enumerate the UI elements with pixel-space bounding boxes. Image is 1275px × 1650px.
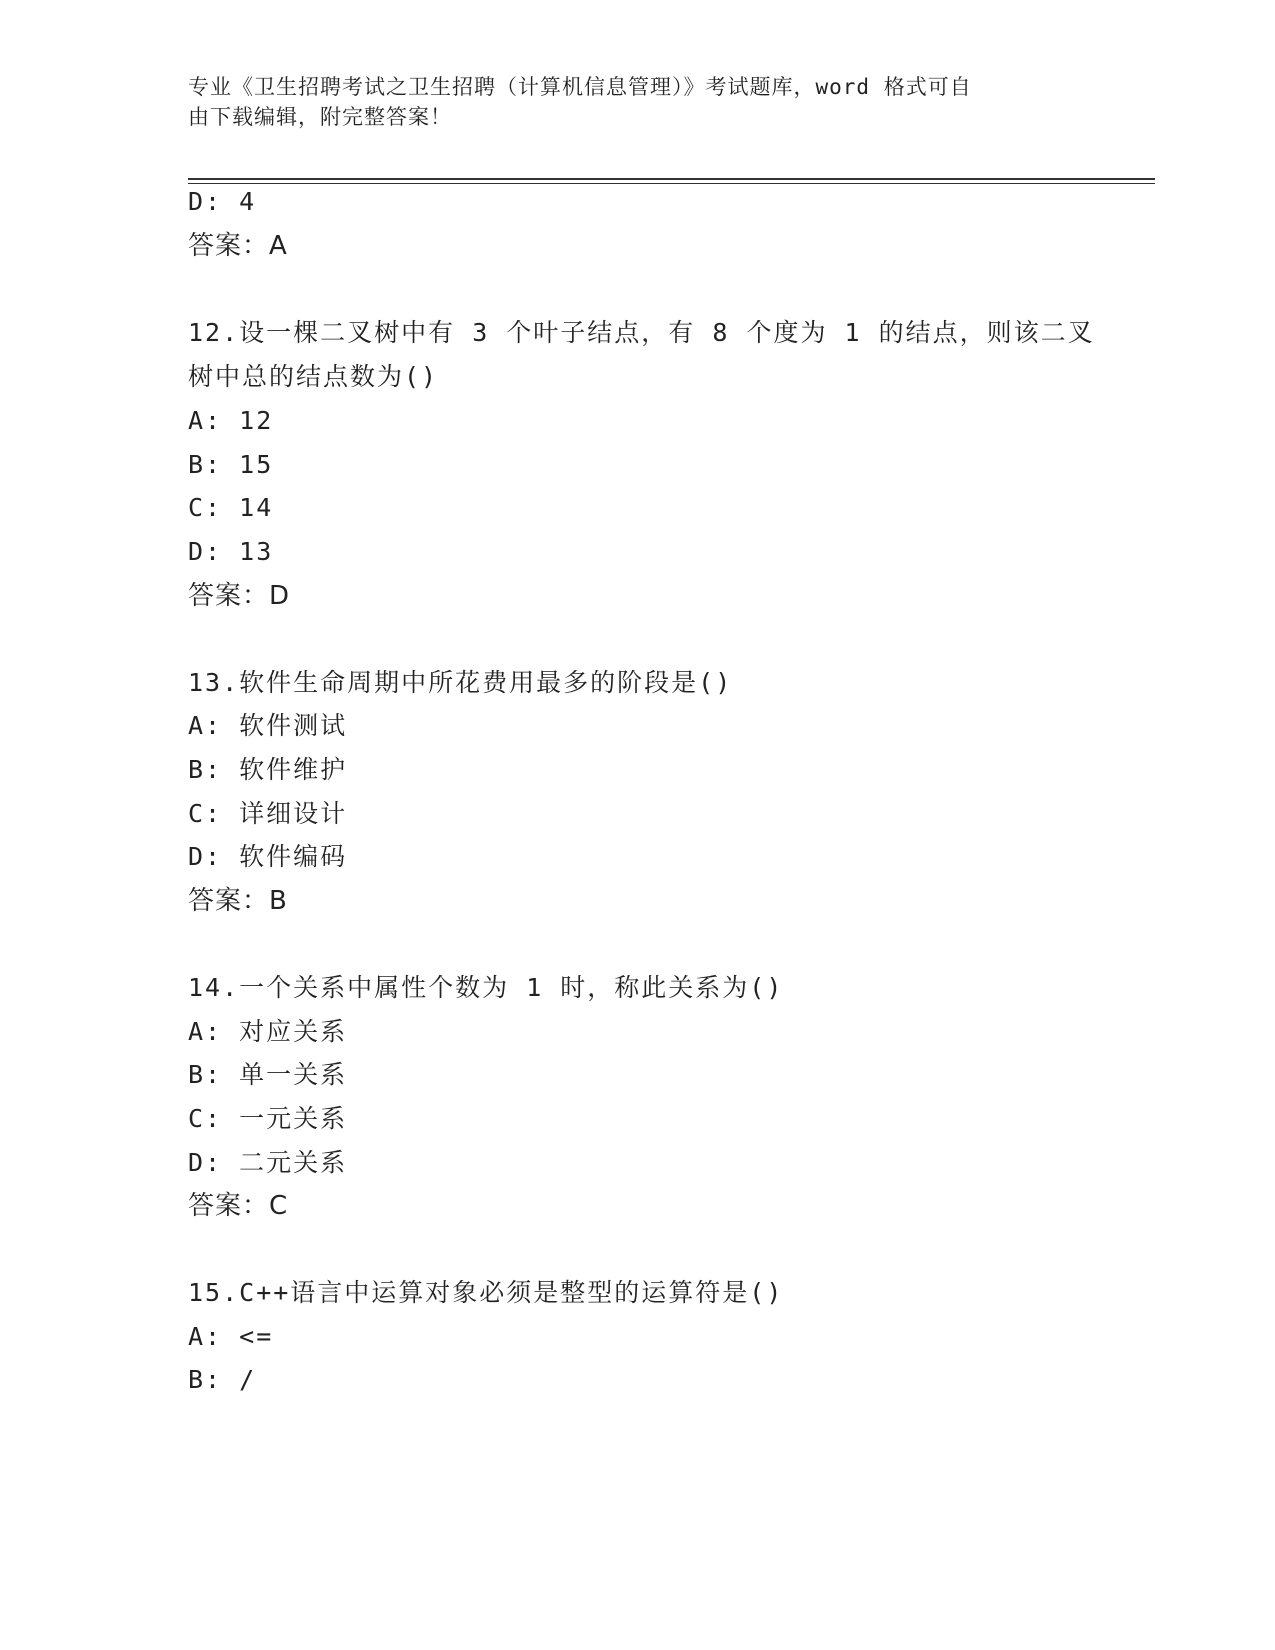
q12-option-a: A: 12 <box>188 406 274 435</box>
prev-option-d: D: 4 <box>188 187 257 216</box>
header-line-1: 专业《卫生招聘考试之卫生招聘（计算机信息管理）》考试题库，word 格式可自 <box>188 75 972 99</box>
q13-stem: 13.软件生命周期中所花费用最多的阶段是() <box>188 668 733 697</box>
header-divider-thin <box>188 183 1155 184</box>
q14-option-b: B: 单一关系 <box>188 1060 348 1089</box>
q12-answer: 答案：D <box>188 581 291 611</box>
q12-stem-line-1: 12.设一棵二叉树中有 3 个叶子结点，有 8 个度为 1 的结点，则该二叉 <box>188 318 1095 347</box>
q13-option-c: C: 详细设计 <box>188 799 348 828</box>
q12-option-c: C: 14 <box>188 493 274 522</box>
header-line-2: 由下载编辑，附完整答案！ <box>188 105 452 129</box>
prev-answer: 答案：A <box>188 231 288 261</box>
document-header <box>188 72 1088 132</box>
q13-option-b: B: 软件维护 <box>188 755 348 784</box>
q12-option-d: D: 13 <box>188 537 274 566</box>
q14-option-c: C: 一元关系 <box>188 1104 348 1133</box>
q12-option-b: B: 15 <box>188 450 274 479</box>
q14-stem: 14.一个关系中属性个数为 1 时，称此关系为() <box>188 973 784 1002</box>
q14-option-a: A: 对应关系 <box>188 1017 348 1046</box>
q14-answer: 答案：C <box>188 1191 289 1221</box>
q14-option-d: D: 二元关系 <box>188 1148 348 1177</box>
q15-stem: 15.C++语言中运算对象必须是整型的运算符是() <box>188 1278 784 1307</box>
q13-option-d: D: 软件编码 <box>188 842 348 871</box>
q15-option-b: B: / <box>188 1365 257 1394</box>
header-divider-thick <box>188 178 1155 180</box>
q13-option-a: A: 软件测试 <box>188 711 348 740</box>
q15-option-a: A: <= <box>188 1322 274 1351</box>
q12-stem-line-2: 树中总的结点数为() <box>188 362 439 391</box>
q13-answer: 答案：B <box>188 886 288 916</box>
